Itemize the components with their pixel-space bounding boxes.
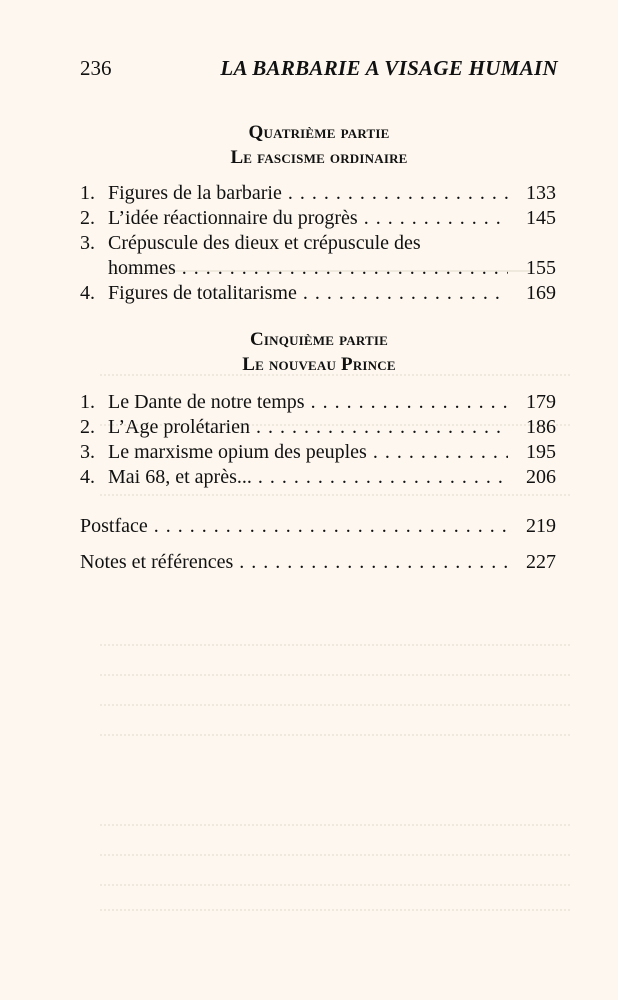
entry-page: 155 — [526, 257, 556, 279]
toc-entry — [80, 464, 556, 490]
toc-entry — [80, 180, 556, 206]
toc-entry — [80, 230, 556, 256]
toc-entry-postface — [80, 513, 556, 539]
entry-page: 133 — [526, 182, 556, 204]
entry-title: L’Age prolétarien . . . — [108, 414, 508, 440]
entry-page: 169 — [526, 282, 556, 304]
entry-title: Postface . . . — [80, 513, 508, 539]
toc-entry — [80, 389, 556, 415]
part-label: Cinquième partie — [250, 329, 388, 350]
entry-title: Crépuscule des dieux et crépuscule des — [108, 232, 421, 254]
entry-page: 219 — [526, 515, 556, 537]
entry-page: 179 — [526, 391, 556, 413]
entry-page: 186 — [526, 416, 556, 438]
entry-number: 3. — [80, 232, 95, 254]
entry-title-continuation: hommes . . . — [108, 255, 508, 281]
running-head — [80, 56, 558, 80]
entry-title: Mai 68, et après... . . . — [108, 464, 508, 490]
entry-number: 2. — [80, 207, 95, 229]
entry-title: Le marxisme opium des peuples . . . — [108, 439, 508, 465]
page-number: 236 — [80, 56, 112, 80]
entry-title: Figures de totalitarisme . . . — [108, 280, 508, 306]
entry-page: 145 — [526, 207, 556, 229]
toc-entry — [80, 205, 556, 231]
entry-title: Figures de la barbarie . . . — [108, 180, 508, 206]
toc-entry — [80, 439, 556, 465]
entry-number: 4. — [80, 466, 95, 488]
entry-page: 227 — [526, 551, 556, 573]
part-label: Quatrième partie — [248, 122, 390, 143]
toc-entry-notes — [80, 549, 556, 575]
entry-page: 206 — [526, 466, 556, 488]
toc-entry — [80, 414, 556, 440]
toc-entry — [80, 280, 556, 306]
toc-entry-continuation — [80, 255, 556, 281]
entry-page: 195 — [526, 441, 556, 463]
entry-number: 1. — [80, 391, 95, 413]
entry-number: 4. — [80, 282, 95, 304]
entry-title: L’idée réactionnaire du progrès . . . — [108, 205, 508, 231]
entry-title: Le Dante de notre temps . . . — [108, 389, 508, 415]
part-title: Le fascisme ordinaire — [230, 147, 408, 168]
part-title: Le nouveau Prince — [242, 354, 396, 375]
running-title: LA BARBARIE A VISAGE HUMAIN — [220, 56, 558, 80]
entry-number: 2. — [80, 416, 95, 438]
entry-number: 1. — [80, 182, 95, 204]
entry-number: 3. — [80, 441, 95, 463]
entry-title: Notes et références . . . — [80, 549, 508, 575]
